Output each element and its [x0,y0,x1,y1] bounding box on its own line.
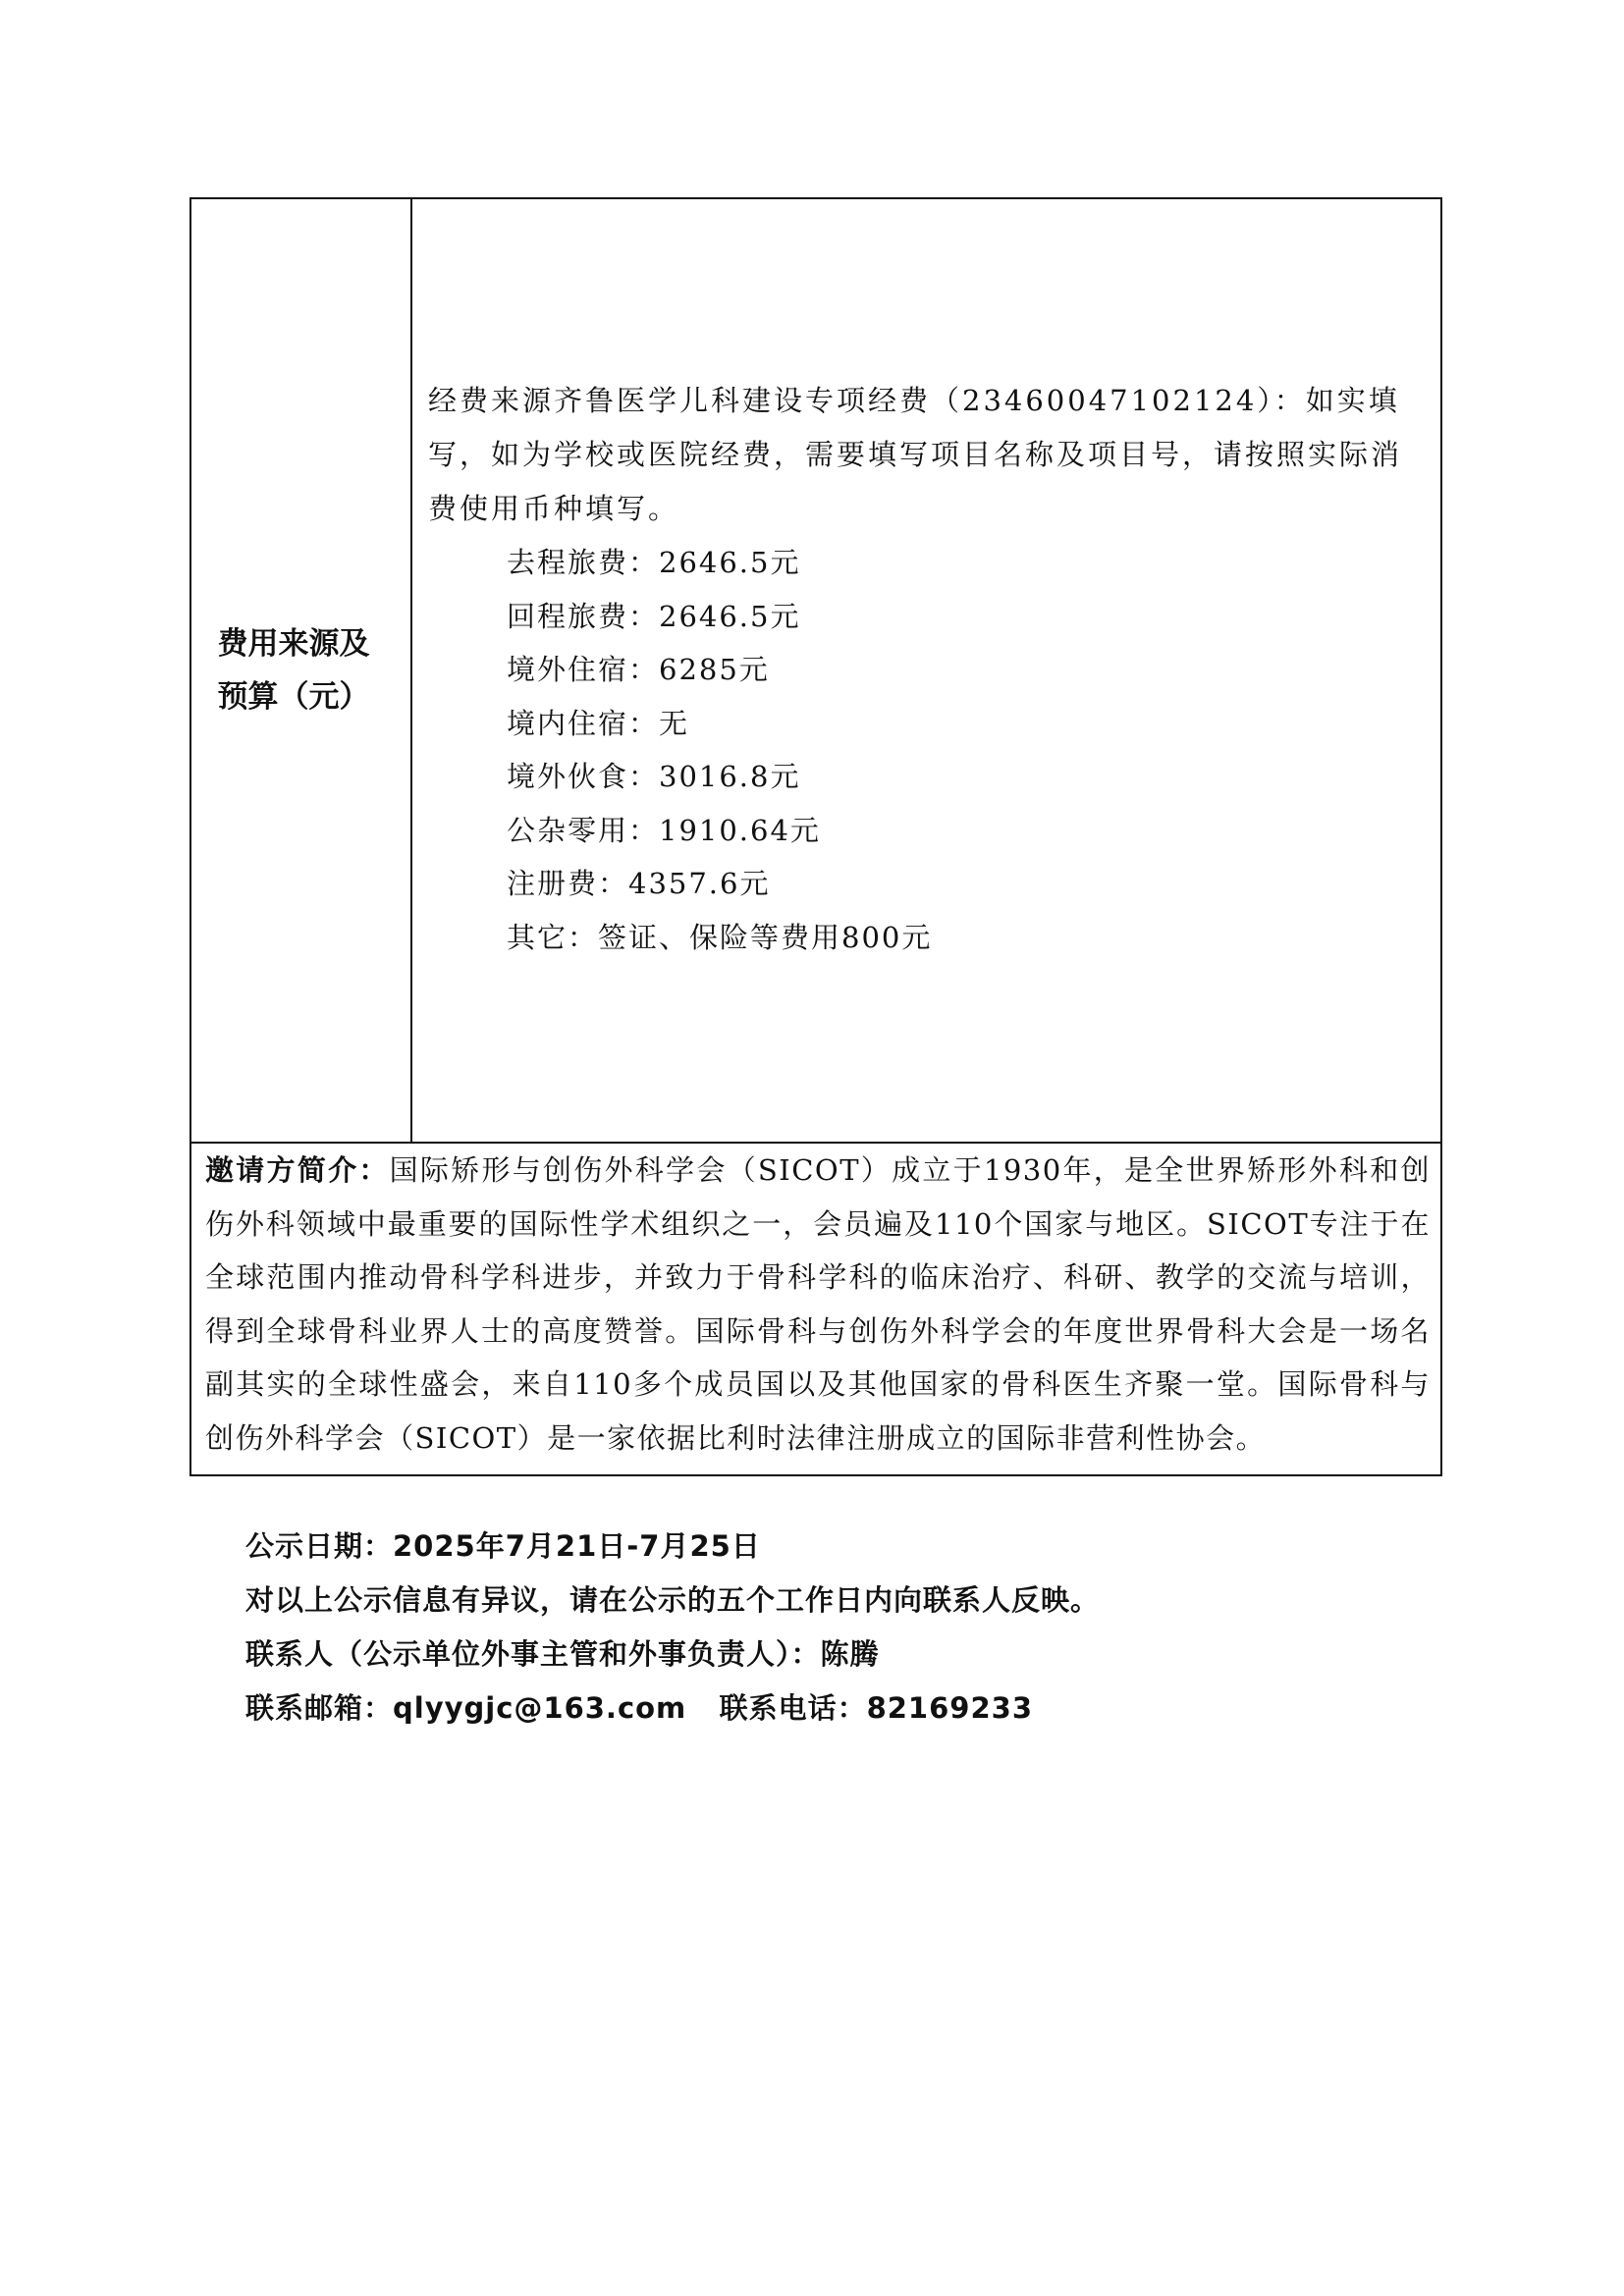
budget-item-overseas-meals: 境外伙食：3016.8元 [507,760,801,793]
budget-item-return-travel: 回程旅费：2646.5元 [507,599,801,633]
funding-source-paragraph: 经费来源齐鲁医学儿科建设专项经费（23460047102124）：如实填写，如为学校或医院经费，需要填写项目名称及项目号，请按照实际消费使用币种填写。 [428,384,1403,525]
contact-line [245,1682,1375,1735]
contact-email: 联系邮箱：qlyygjc@163.com [245,1691,687,1725]
budget-label: 费用来源及预算（元） [217,626,370,715]
notice-date: 公示日期：2025年7月21日-7月25日 [245,1529,761,1563]
budget-item-incidentals: 公杂零用：1910.64元 [507,813,821,847]
budget-table [189,197,1442,1476]
budget-label-cell [191,199,412,1142]
budget-item-outbound-travel: 去程旅费：2646.5元 [507,546,801,579]
budget-items [428,536,1417,964]
contact-person: 联系人（公示单位外事主管和外事负责人）：陈腾 [245,1637,880,1671]
inviter-intro-row [191,1144,1440,1474]
inviter-intro-label: 邀请方简介： [205,1153,390,1187]
budget-item-domestic-lodging: 境内住宿：无 [507,706,690,740]
budget-item-other: 其它：签证、保险等费用800元 [507,920,933,954]
budget-row [191,199,1440,1144]
budget-item-registration: 注册费：4357.6元 [507,867,771,900]
notice-footer [245,1520,1375,1735]
budget-content-cell [412,199,1440,1142]
budget-item-overseas-lodging: 境外住宿：6285元 [507,653,770,686]
contact-phone: 联系电话：82169233 [719,1691,1034,1725]
objection-notice: 对以上公示信息有异议，请在公示的五个工作日内向联系人反映。 [245,1583,1101,1617]
inviter-intro [205,1144,1431,1465]
inviter-intro-text: 国际矫形与创伤外科学会（SICOT）成立于1930年，是全世界矫形外科和创伤外科领域中最重要的国际性学术组织之一，会员遍及110个国家与地区。SICOT专注于在全球范围内推动骨科学科进步，并致力于骨科学科的临床治疗、科研、教学的交流与培训，得到全球骨科业界人士的高度赞誉。国际骨科与创伤外科学会的年度世界骨科大会是一场名副其实的全球性盛会，来自110多个成员国以及其他国家的骨科医生齐聚一堂。国际骨科与创伤外科学会（SICOT）是一家依据比利时法律注册成立的国际非营利性协会。 [205,1153,1431,1455]
